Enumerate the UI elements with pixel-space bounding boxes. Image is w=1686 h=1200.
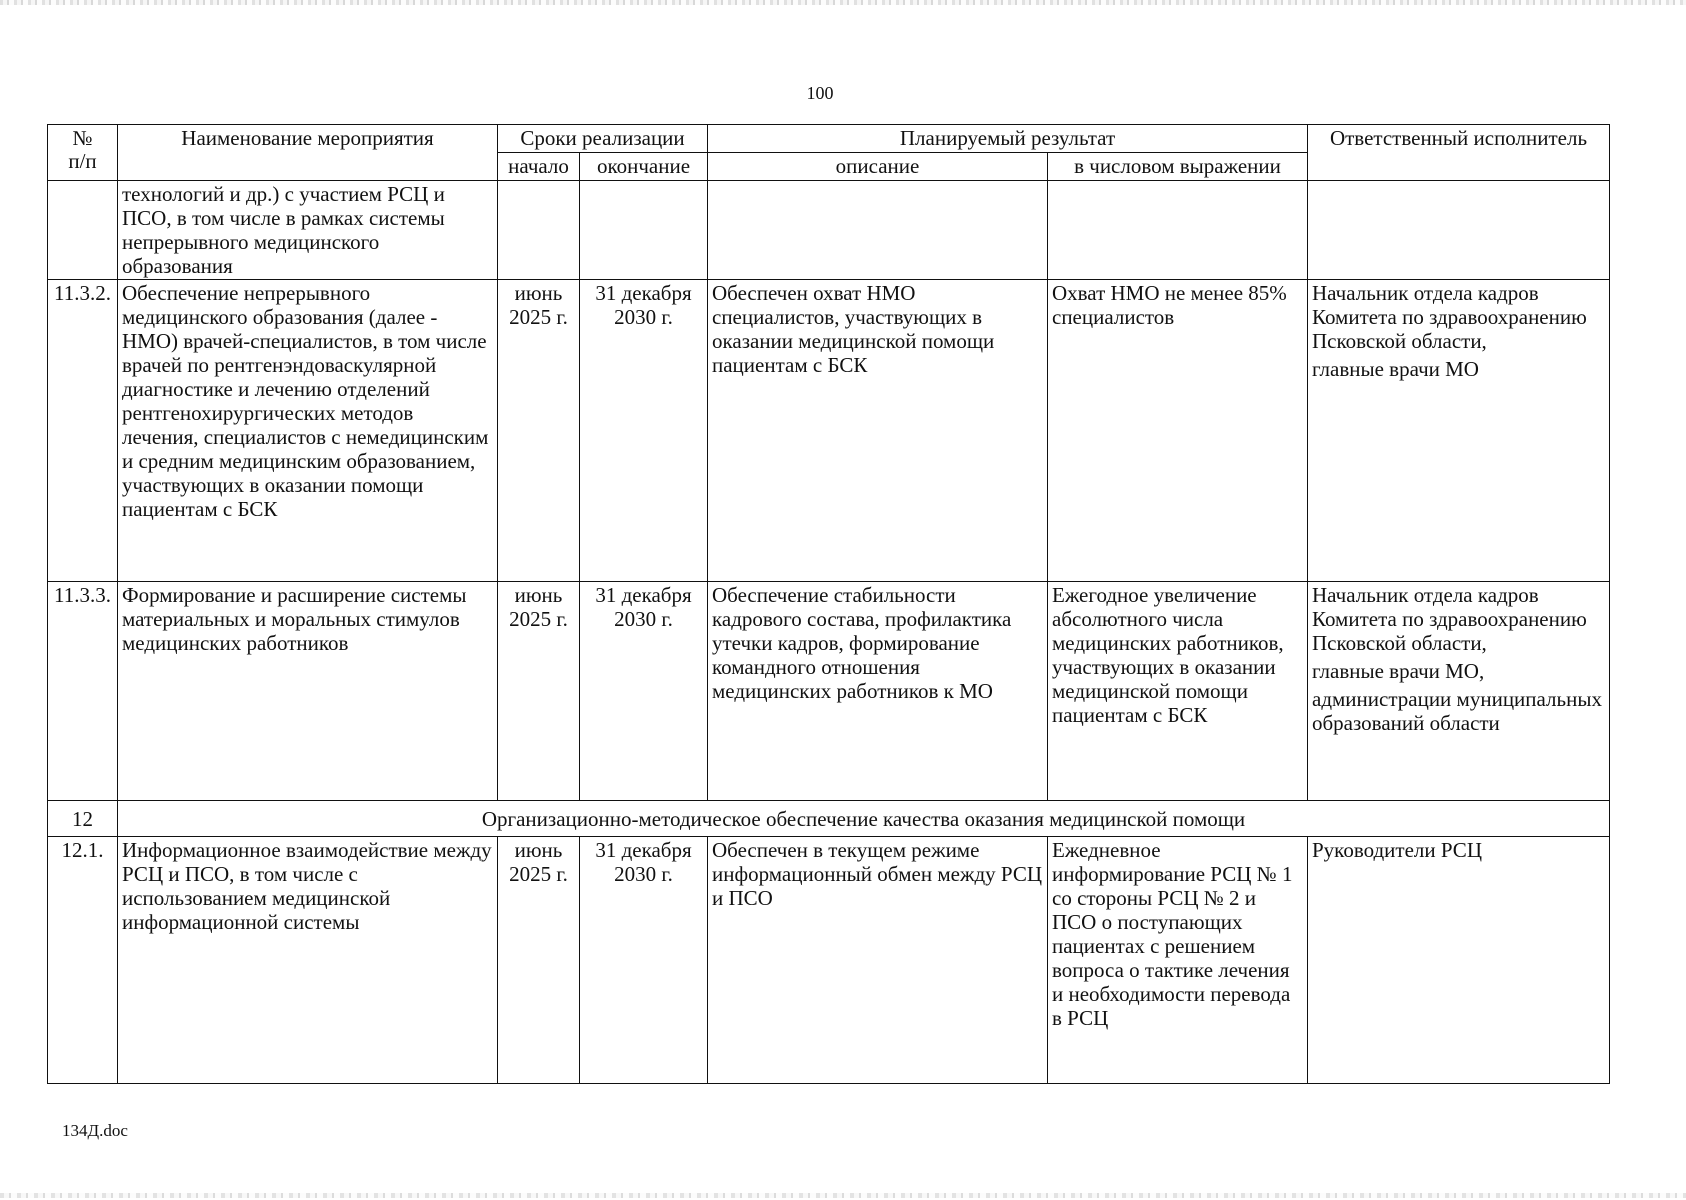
header-description: описание bbox=[708, 153, 1048, 181]
cell-responsible bbox=[1308, 280, 1610, 582]
cell-num: 12.1. bbox=[48, 837, 118, 1084]
cell-description: Обеспечен в текущем режиме информационный обмен между РСЦ и ПСО bbox=[708, 837, 1048, 1084]
responsible-line: главные врачи МО, bbox=[1312, 659, 1485, 683]
cell-end bbox=[580, 181, 708, 280]
header-result: Планируемый результат bbox=[708, 125, 1308, 153]
cell-name: Информационное взаимодействие между РСЦ и ПСО, в том числе с использованием медицинской информационной системы bbox=[118, 837, 498, 1084]
section-row bbox=[48, 801, 1610, 837]
cell-start: июнь 2025 г. bbox=[498, 582, 580, 801]
cell-numeric: Ежедневное информирование РСЦ № 1 со стороны РСЦ № 2 и ПСО о поступающих пациентах с решением вопроса о тактике лечения и необходимости перевода в РСЦ bbox=[1048, 837, 1308, 1084]
cell-end: 31 декабря 2030 г. bbox=[580, 837, 708, 1084]
cell-start: июнь 2025 г. bbox=[498, 280, 580, 582]
scan-edge-bottom bbox=[0, 1193, 1686, 1198]
cell-responsible: Руководители РСЦ bbox=[1308, 837, 1610, 1084]
cell-numeric: Ежегодное увеличение абсолютного числа медицинских работников, участвующих в оказании медицинской помощи пациентам с БСК bbox=[1048, 582, 1308, 801]
cell-numeric: Охват НМО не менее 85% специалистов bbox=[1048, 280, 1308, 582]
header-num bbox=[48, 125, 118, 181]
table-row bbox=[48, 837, 1610, 1084]
responsible-line: Начальник отдела кадров Комитета по здравоохранению Псковской области, bbox=[1312, 281, 1587, 353]
cell-name: Обеспечение непрерывного медицинского образования (далее - НМО) врачей-специалистов, в том числе врачей по рентгенэндоваскулярной диагностике и лечению отделений рентгенохирургических методов лечения, специалистов с немедицинским и средним медицинским образованием, участвующих в оказании помощи пациентам с БСК bbox=[118, 280, 498, 582]
cell-end: 31 декабря 2030 г. bbox=[580, 582, 708, 801]
table-row bbox=[48, 280, 1610, 582]
cell-num: 11.3.3. bbox=[48, 582, 118, 801]
header-row-1 bbox=[48, 125, 1610, 153]
activity-plan-table bbox=[47, 124, 1610, 1084]
header-terms: Сроки реализации bbox=[498, 125, 708, 153]
cell-end: 31 декабря 2030 г. bbox=[580, 280, 708, 582]
scan-edge-top bbox=[0, 0, 1686, 5]
header-num-symbol: № bbox=[72, 126, 93, 150]
cell-num: 12 bbox=[48, 801, 118, 837]
cell-numeric bbox=[1048, 181, 1308, 280]
header-end: окончание bbox=[580, 153, 708, 181]
cell-name: технологий и др.) с участием РСЦ и ПСО, в том числе в рамках системы непрерывного медицинского образования bbox=[118, 181, 498, 280]
header-num-sub: п/п bbox=[68, 149, 97, 173]
responsible-line: главные врачи МО bbox=[1312, 357, 1479, 381]
responsible-line: администрации муниципальных образований области bbox=[1312, 687, 1602, 735]
header-responsible: Ответственный исполнитель bbox=[1308, 125, 1610, 181]
section-title: Организационно-методическое обеспечение качества оказания медицинской помощи bbox=[118, 801, 1610, 837]
cell-name: Формирование и расширение системы материальных и моральных стимулов медицинских работников bbox=[118, 582, 498, 801]
responsible-line: Начальник отдела кадров Комитета по здравоохранению Псковской области, bbox=[1312, 583, 1587, 655]
cell-num bbox=[48, 181, 118, 280]
table-row bbox=[48, 181, 1610, 280]
header-numeric: в числовом выражении bbox=[1048, 153, 1308, 181]
cell-description: Обеспечение стабильности кадрового состава, профилактика утечки кадров, формирование командного отношения медицинских работников к МО bbox=[708, 582, 1048, 801]
page-number: 100 bbox=[806, 83, 834, 103]
cell-start: июнь 2025 г. bbox=[498, 837, 580, 1084]
cell-description bbox=[708, 181, 1048, 280]
cell-responsible bbox=[1308, 181, 1610, 280]
cell-start bbox=[498, 181, 580, 280]
header-name: Наименование мероприятия bbox=[118, 125, 498, 181]
header-start: начало bbox=[498, 153, 580, 181]
cell-responsible bbox=[1308, 582, 1610, 801]
footer-filename: 134Д.doc bbox=[62, 1121, 128, 1140]
cell-description: Обеспечен охват НМО специалистов, участвующих в оказании медицинской помощи пациентам с БСК bbox=[708, 280, 1048, 582]
cell-num: 11.3.2. bbox=[48, 280, 118, 582]
table-row bbox=[48, 582, 1610, 801]
